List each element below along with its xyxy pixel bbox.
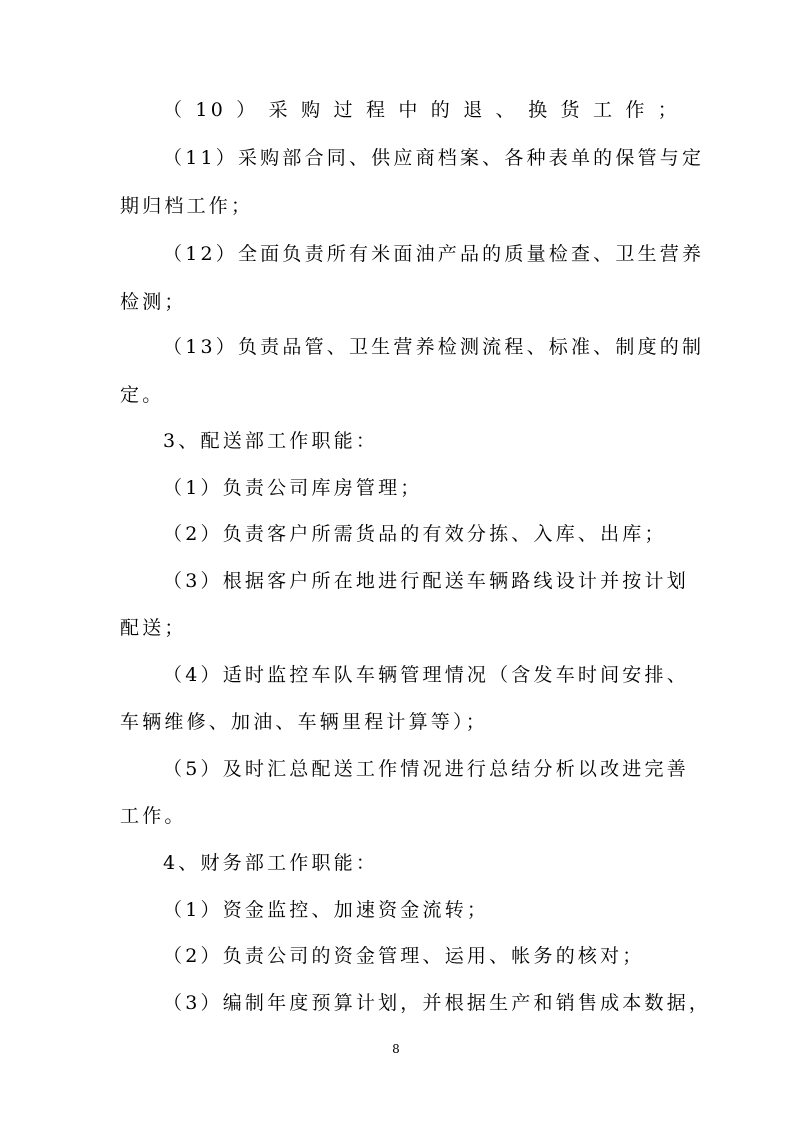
paragraph-line: （5）及时汇总配送工作情况进行总结分析以改进完善	[163, 758, 689, 780]
page-number: 8	[392, 1042, 400, 1056]
paragraph-line: （2）负责客户所需货品的有效分拣、入库、出库；	[163, 523, 667, 545]
paragraph-line: 车辆维修、加油、车辆里程计算等）；	[120, 711, 488, 733]
paragraph-line: （2）负责公司的资金管理、运用、帐务的核对；	[163, 945, 645, 967]
paragraph-line: （3）根据客户所在地进行配送车辆路线设计并按计划	[163, 570, 689, 592]
paragraph-line: （11）采购部合同、供应商档案、各种表单的保管与定	[163, 147, 705, 169]
paragraph-line: 检测；	[120, 291, 187, 313]
section-heading: 3、配送部工作职能：	[163, 430, 379, 452]
paragraph-line: 配送；	[120, 617, 187, 639]
paragraph-line: 期归档工作；	[120, 195, 254, 217]
section-heading: 4、财务部工作职能：	[163, 852, 379, 874]
paragraph-line: （4）适时监控车队车辆管理情况（含发车时间安排、	[163, 664, 689, 686]
paragraph-line: （3）编制年度预算计划，并根据生产和销售成本数据，	[163, 992, 712, 1014]
paragraph-line: 工作。	[120, 805, 187, 827]
paragraph-line: 定。	[120, 384, 165, 406]
paragraph-line: （13）负责品管、卫生营养检测流程、标准、制度的制	[163, 336, 705, 358]
paragraph-line: （1）资金监控、加速资金流转；	[163, 899, 490, 921]
paragraph-line: （12）全面负责所有米面油产品的质量检查、卫生营养	[163, 243, 705, 265]
paragraph-line: （1）负责公司库房管理；	[163, 477, 423, 499]
paragraph-line: （10）采购过程中的退、换货工作；	[163, 99, 680, 121]
